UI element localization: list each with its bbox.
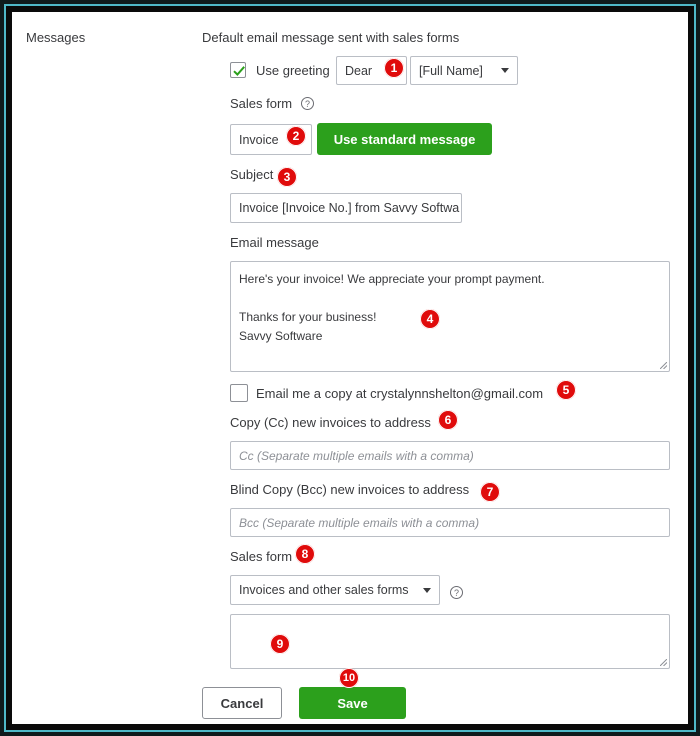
messages-settings-panel: [12, 12, 688, 724]
bcc-placeholder: Bcc (Separate multiple emails with a comma): [239, 515, 480, 530]
annotation-badge-7: 7: [480, 482, 500, 502]
email-message-line-3: Savvy Software: [239, 329, 323, 343]
email-message-line-2: Thanks for your business!: [239, 310, 377, 324]
annotation-badge-3: 3: [277, 167, 297, 187]
chevron-down-icon: [501, 68, 509, 73]
resize-handle-icon[interactable]: [660, 362, 667, 369]
email-me-copy-label: Email me a copy at crystalynnshelton@gmail.com: [256, 386, 544, 401]
greeting-name-select[interactable]: [410, 56, 518, 85]
sales-form-2-label: Sales form: [230, 549, 293, 564]
annotation-badge-4: 4: [420, 309, 440, 329]
email-me-copy-checkbox[interactable]: [230, 384, 248, 402]
annotation-badge-9: 9: [270, 634, 290, 654]
annotation-badge-6: 6: [438, 410, 458, 430]
annotation-badge-8: 8: [295, 544, 315, 564]
sales-form-type-value: Invoices and other sales forms: [239, 583, 409, 597]
email-message-line-1: Here's your invoice! We appreciate your prompt payment.: [239, 272, 545, 286]
use-greeting-label: Use greeting: [256, 63, 330, 78]
subject-label: Subject: [230, 167, 274, 182]
salutation-value: Dear: [345, 63, 373, 78]
subject-value: Invoice [Invoice No.] from Savvy Softwa: [239, 201, 460, 215]
resize-handle-icon[interactable]: [660, 659, 667, 666]
annotation-badge-5: 5: [556, 380, 576, 400]
sales-form-value: Invoice: [239, 132, 279, 147]
help-icon[interactable]: ?: [301, 97, 314, 110]
help-icon[interactable]: ?: [450, 586, 463, 599]
save-button[interactable]: Save: [299, 687, 406, 719]
bcc-input[interactable]: [230, 508, 670, 537]
cancel-button[interactable]: Cancel: [202, 687, 282, 719]
annotation-badge-2: 2: [286, 126, 306, 146]
email-message-textarea[interactable]: [230, 261, 670, 372]
use-standard-message-button[interactable]: Use standard message: [317, 123, 492, 155]
section-title: Messages: [26, 30, 86, 45]
sales-form-label: Sales form: [230, 96, 293, 111]
annotation-badge-10: 10: [339, 668, 359, 688]
section-description: Default email message sent with sales forms: [202, 30, 460, 45]
checkmark-icon: [231, 63, 247, 79]
use-greeting-checkbox[interactable]: [230, 62, 246, 78]
cc-label: Copy (Cc) new invoices to address: [230, 415, 431, 430]
bcc-label: Blind Copy (Bcc) new invoices to address: [230, 482, 470, 497]
cc-placeholder: Cc (Separate multiple emails with a comma): [239, 448, 474, 463]
annotation-badge-1: 1: [384, 58, 404, 78]
chevron-down-icon: [423, 588, 431, 593]
email-message-label: Email message: [230, 235, 319, 250]
cc-input[interactable]: [230, 441, 670, 470]
sales-form-message-textarea[interactable]: [230, 614, 670, 669]
greeting-name-value: [Full Name]: [419, 63, 483, 78]
subject-input[interactable]: [230, 193, 462, 223]
sales-form-type-select[interactable]: [230, 575, 440, 605]
